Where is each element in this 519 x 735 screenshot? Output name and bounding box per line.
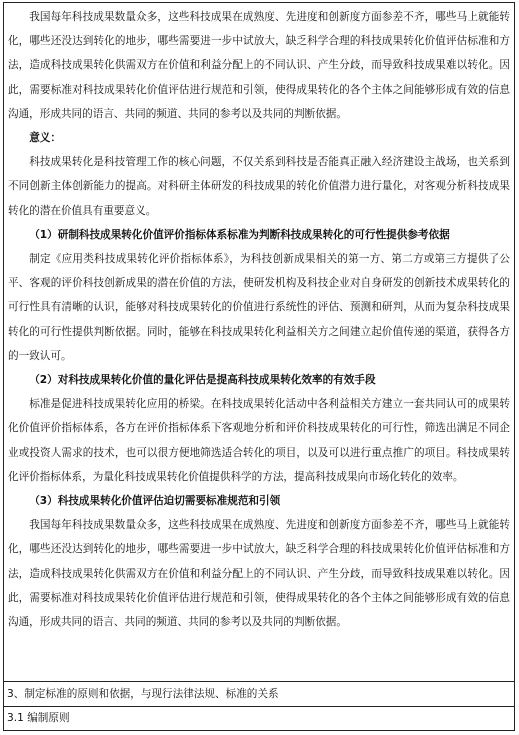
section-2-paragraph: 标准是促进科技成果转化应用的桥梁。在科技成果转化活动中各利益相关方建立一套共同认可的成果转化价值评价指标体系，各方在评价指标体系下客观地分析和评价科技成果转化的可行性，筛选出满足不同企业或投资人需求的技术，也可以很方便地筛选适合转化的项目，以及可以进行重点推广的项目。科技成果转化评价指标体系，为量化科技成果转化价值提供科学的方法，提高科技成果向市场化转化的效率。 [8,398,510,483]
rule-row: 3.1 编制原则 [7,712,70,724]
section-3-prefix: 我国每年科技成果数量众多，这些科技成果在成熟度、先进度和创新度方面参差不齐，哪些马上就能转化，哪些还没达到转化的地步， [8,519,510,556]
content-cell [4,3,514,682]
meaning-heading: 意义： [29,132,61,145]
section-3-rest: 哪些需要进一步中试放大，缺乏科学合理的科技成果转化价值评估标准和方法，造成科技成果转化供需双方在价值和利益分配上的不同认识、产生分歧，而导致科技成果难以转化。因此，需要标准对科技成果转化价值评估进行规范和引领，使得成果转化的各个主体之间能够形成有效的信息沟通，形成共同的语言、共同的频道、共同的参考以及共同的判断依据。 [8,543,511,629]
section-2-heading: （2）对科技成果转化价值的量化评估是提高科技成果转化效率的有效手段 [29,374,376,387]
section-1-heading: （1）研制科技成果转化价值评价指标体系标准为判断科技成果转化的可行性提供参考依据 [29,228,450,241]
section-3-paragraph [4,513,514,634]
intro-paragraph: 我国每年科技成果数量众多，这些科技成果在成熟度、先进度和创新度方面参差不齐，哪些马上就能转化，哪些还没达到转化的地步，哪些需要进一步中试放大，缺乏科学合理的科技成果转化价值评估标准和方法，造成科技成果转化供需双方在价值和利益分配上的不同认识、产生分歧，而导致科技成果难以转化。因此，需要标准对科技成果转化价值评估进行规范和引领，使得成果转化的各个主体之间能够形成有效的信息沟通，形成共同的语言、共同的频道、共同的参考以及共同的判断依据。 [8,11,510,120]
document-table [3,2,515,731]
section-3-heading: （3）科技成果转化价值评估迫切需要标准规范和引领 [29,495,281,508]
section-1-paragraph: 制定《应用类科技成果转化评价指标体系》，为科技创新成果相关的第一方、第二方或第三方提供了公平、客观的评价科技创新成果的潜在价值的方法，使研发机构及科技企业对自身研发的创新技术成果转化的可行性具有清晰的认识，能够对科技成果转化的价值进行系统性的评估、预测和研判，从而为复杂科技成果转化的可行性提供判断依据。同时，能够在科技成果转化利益相关方之间建立起价值传递的渠道，获得各方的一致认可。 [8,253,510,362]
meaning-paragraph: 科技成果转化是科技管理工作的核心问题，不仅关系到科技是否能真正融入经济建设主战场，也关系到不同创新主体创新能力的提高。对科研主体研发的科技成果的转化价值潜力进行量化，对客观分析科技成果转化的潜在价值具有重要意义。 [8,156,510,217]
principle-row: 3、制定标准的原则和依据，与现行法律法规、标准的关系 [4,682,514,707]
